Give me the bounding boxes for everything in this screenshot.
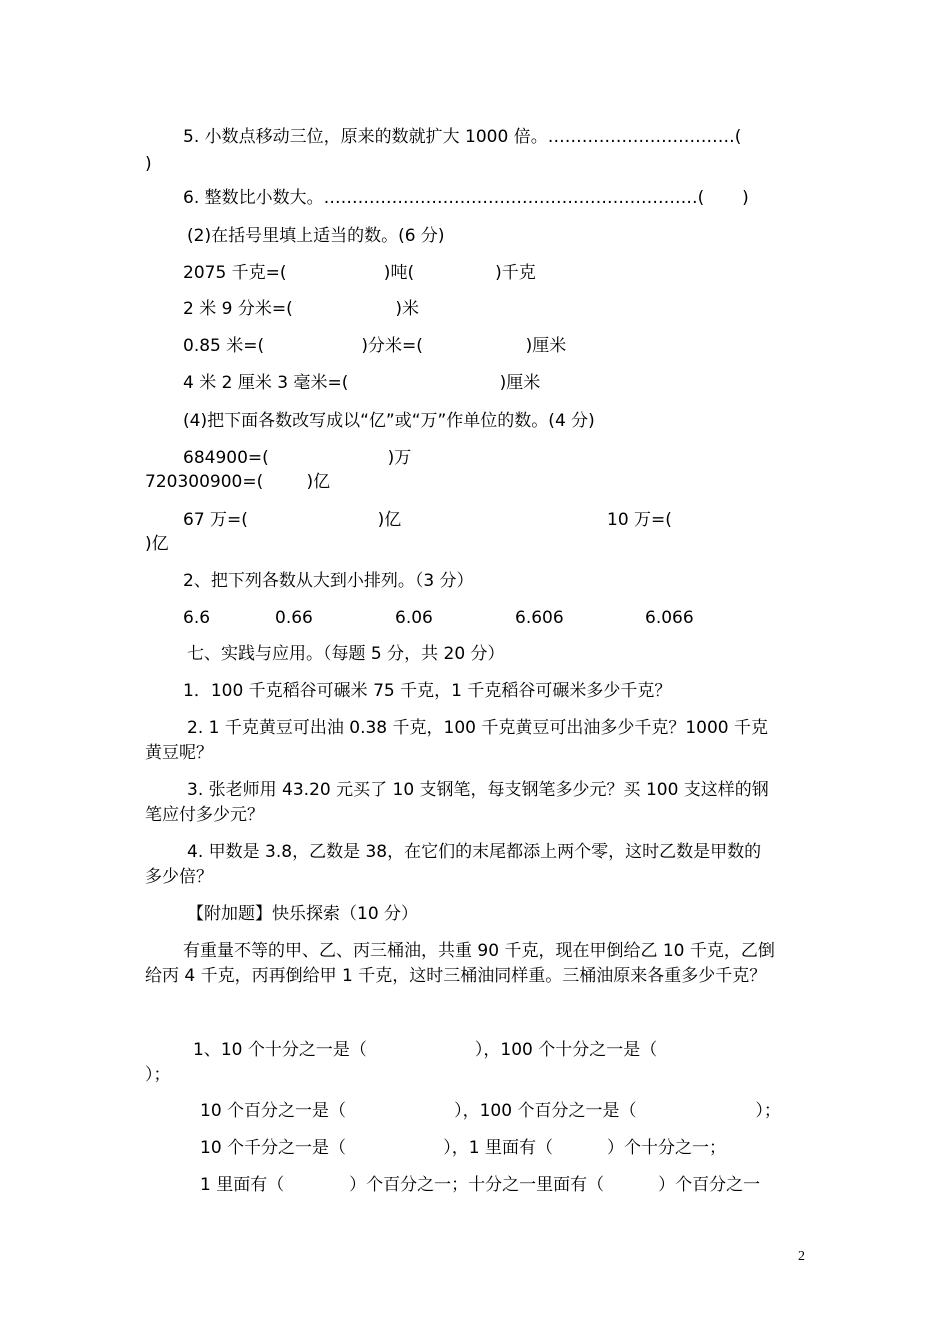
fill-row-2: 2 米 9 分米=( )米 <box>183 299 420 319</box>
order-number: 6.06 <box>395 608 433 628</box>
extra-row-2: 10 个百分之一是（ ），100 个百分之一是（ ）； <box>200 1101 781 1121</box>
rewrite-row-3b: 10 万=( <box>607 510 672 530</box>
order-number: 6.066 <box>645 608 694 628</box>
practice-q4-line-2: 多少倍？ <box>145 867 213 887</box>
judge-item-6: 6. 整数比小数大。…………………………………………………………( ) <box>183 188 749 208</box>
rewrite-row-3a: 67 万=( )亿 <box>183 510 402 530</box>
practice-q3-line-1: 3. 张老师用 43.20 元买了 10 支钢笔，每支钢笔多少元？买 100 支这样的钢 <box>187 780 769 800</box>
fill-row-1: 2075 千克=( )吨( )千克 <box>183 263 536 283</box>
order-number: 6.6 <box>183 608 211 628</box>
practice-q2-line-1: 2. 1 千克黄豆可出油 0.38 千克，100 千克黄豆可出油多少千克？1000 千克 <box>187 718 769 738</box>
fill-heading: (2)在括号里填上适当的数。(6 分) <box>187 226 445 246</box>
order-number: 0.66 <box>275 608 313 628</box>
practice-heading: 七、实践与应用。（每题 5 分，共 20 分） <box>187 644 505 664</box>
extra-row-3: 10 个千分之一是（ ），1 里面有（ ）个十分之一； <box>200 1138 727 1158</box>
practice-q2-line-2: 黄豆呢？ <box>145 743 213 763</box>
extra-row-1: 1、10 个十分之一是（ ），100 个十分之一是（ <box>193 1040 658 1060</box>
extra-row-4: 1 里面有（ ）个百分之一；十分之一里面有（ ）个百分之一 <box>200 1175 761 1195</box>
rewrite-row-1: 684900=( )万 <box>183 448 412 468</box>
bonus-heading: 【附加题】快乐探索（10 分） <box>187 904 419 924</box>
rewrite-heading: (4)把下面各数改写成以“亿”或“万”作单位的数。(4 分) <box>183 411 595 431</box>
extra-row-1-continuation: ）； <box>145 1065 171 1085</box>
practice-q4-line-1: 4. 甲数是 3.8，乙数是 38，在它们的末尾都添上两个零，这时乙数是甲数的 <box>187 842 762 862</box>
judge-item-5-continuation: ) <box>145 154 152 174</box>
fill-row-4: 4 米 2 厘米 3 毫米=( )厘米 <box>183 373 541 393</box>
order-number: 6.606 <box>515 608 564 628</box>
fill-row-3: 0.85 米=( )分米=( )厘米 <box>183 336 567 356</box>
judge-item-5: 5. 小数点移动三位，原来的数就扩大 1000 倍。……………………………( <box>183 127 742 147</box>
rewrite-row-2: 720300900=( )亿 <box>145 472 331 492</box>
rewrite-row-3-continuation: )亿 <box>145 534 169 554</box>
page-number: 2 <box>798 1249 805 1264</box>
order-heading: 2、把下列各数从大到小排列。（3 分） <box>183 571 474 591</box>
bonus-problem-line-2: 给丙 4 千克，丙再倒给甲 1 千克，这时三桶油同样重。三桶油原来各重多少千克？ <box>145 966 767 986</box>
bonus-problem-line-1: 有重量不等的甲、乙、丙三桶油，共重 90 千克，现在甲倒给乙 10 千克，乙倒 <box>183 941 775 961</box>
practice-q3-line-2: 笔应付多少元？ <box>145 805 264 825</box>
practice-q1: 1．100 千克稻谷可碾米 75 千克，1 千克稻谷可碾米多少千克？ <box>183 681 672 701</box>
